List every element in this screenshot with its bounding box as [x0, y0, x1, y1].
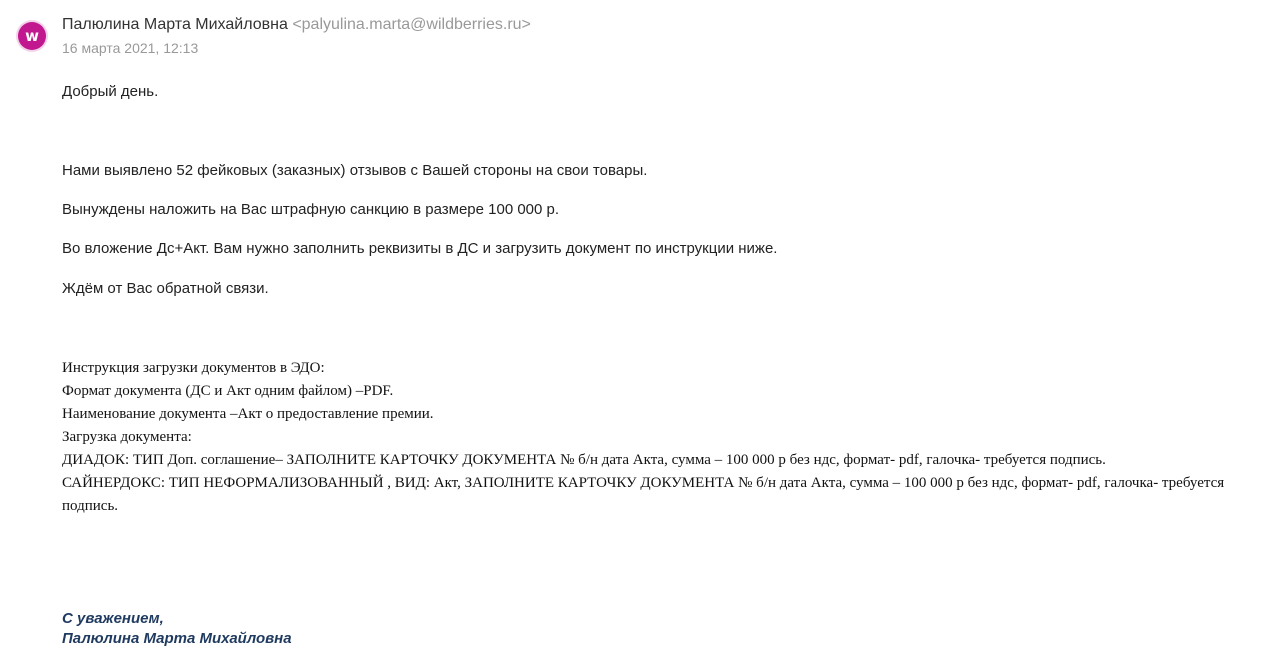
paragraph-attachment: Во вложение Дс+Акт. Вам нужно заполнить реквизиты в ДС и загрузить документ по инструкции ниже. — [62, 240, 778, 257]
instruction-signerdocs: САЙНЕРДОКС: ТИП НЕФОРМАЛИЗОВАННЫЙ , ВИД: Акт, ЗАПОЛНИТЕ КАРТОЧКУ ДОКУМЕНТА № б/н дата Акта, сумма – 100 000 р без ндс, формат- pdf, галочка- требуется подпись. — [62, 475, 1225, 514]
instruction-format: Формат документа (ДС и Акт одним файлом) –PDF. — [62, 383, 394, 399]
paragraph-fake-reviews: Нами выявлено 52 фейковых (заказных) отзывов с Вашей стороны на свои товары. — [62, 162, 648, 179]
signature-closing: С уважением, — [62, 610, 164, 627]
message-date: 16 марта 2021, 12:13 — [62, 40, 199, 56]
instruction-upload-heading: Загрузка документа: — [62, 429, 192, 445]
paragraph-feedback: Ждём от Вас обратной связи. — [62, 280, 269, 297]
wildberries-logo-icon: w — [25, 26, 39, 45]
greeting-text: Добрый день. — [62, 83, 159, 100]
instruction-title: Инструкция загрузки документов в ЭДО: — [62, 360, 325, 376]
upload-instructions — [62, 357, 1262, 518]
sender-line[interactable] — [62, 16, 531, 34]
sender-email[interactable]: <palyulina.marta@wildberries.ru> — [292, 16, 531, 33]
sender-avatar[interactable] — [18, 22, 46, 50]
paragraph-penalty: Вынуждены наложить на Вас штрафную санкцию в размере 100 000 р. — [62, 201, 560, 218]
signature-name: Палюлина Марта Михайловна — [62, 630, 292, 647]
instruction-document-name: Наименование документа –Акт о предоставление премии. — [62, 406, 434, 422]
sender-name[interactable]: Палюлина Марта Михайловна — [62, 16, 288, 33]
instruction-diadoc: ДИАДОК: ТИП Доп. соглашение– ЗАПОЛНИТЕ КАРТОЧКУ ДОКУМЕНТА № б/н дата Акта, сумма – 100 000 р без ндс, формат- pdf, галочка- требуется подпись. — [62, 452, 1106, 468]
